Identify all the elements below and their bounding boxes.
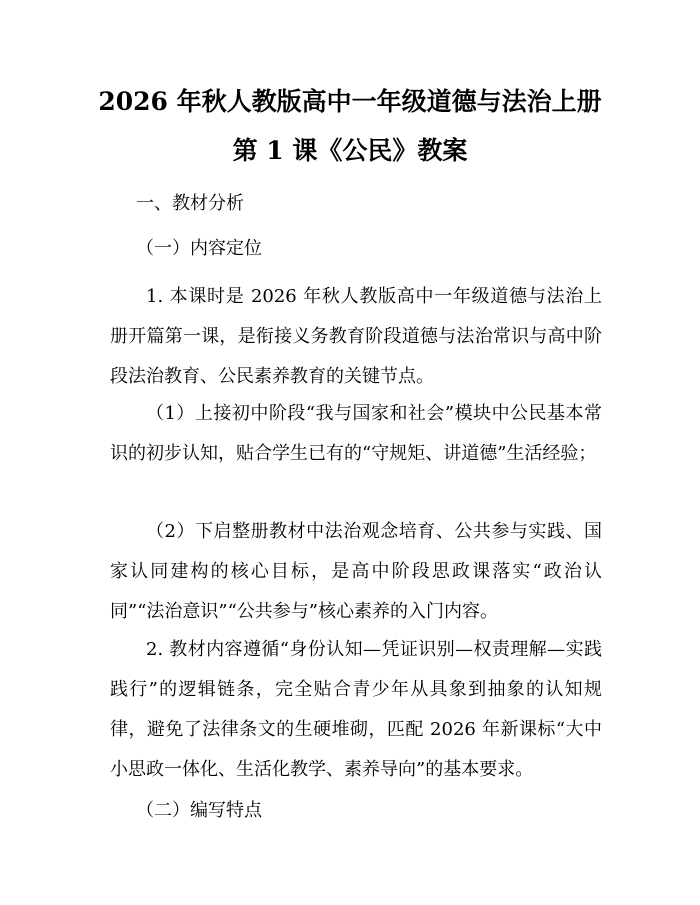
paragraph-4: 2. 教材内容遵循“身份认知—凭证识别—权责理解—实践践行”的逻辑链条，完全贴合青少年从具象到抽象的认知规律，避免了法律条文的生硬堆砌，匹配 2026 年新课标“大中小思政一体化、生活化教学、素养导向”的基本要求。 xyxy=(110,639,602,780)
paragraph-2: （1）上接初中阶段“我与国家和社会”模块中公民基本常识的初步认知，贴合学生已有的“守规矩、讲道德”生活经验； xyxy=(110,403,602,464)
section-heading-teaching-material-analysis: 一、教材分析 xyxy=(136,193,244,214)
paragraph-1: 1. 本课时是 2026 年秋人教版高中一年级道德与法治上册开篇第一课，是衔接义务教育阶段道德与法治常识与高中阶段法治教育、公民素养教育的关键节点。 xyxy=(110,286,602,387)
subsection-heading-writing-features: （二）编写特点 xyxy=(136,800,262,821)
document-title-line-2: 第 1 课《公民》教案 xyxy=(232,136,468,165)
subsection-heading-content-positioning: （一）内容定位 xyxy=(136,238,262,259)
paragraph-3: （2）下启整册教材中法治观念培育、公共参与实践、国家认同建构的核心目标，是高中阶段思政课落实“政治认同”“法治意识”“公共参与”核心素养的入门内容。 xyxy=(110,521,602,622)
document-title-line-1: 2026 年秋人教版高中一年级道德与法治上册 xyxy=(98,87,602,116)
